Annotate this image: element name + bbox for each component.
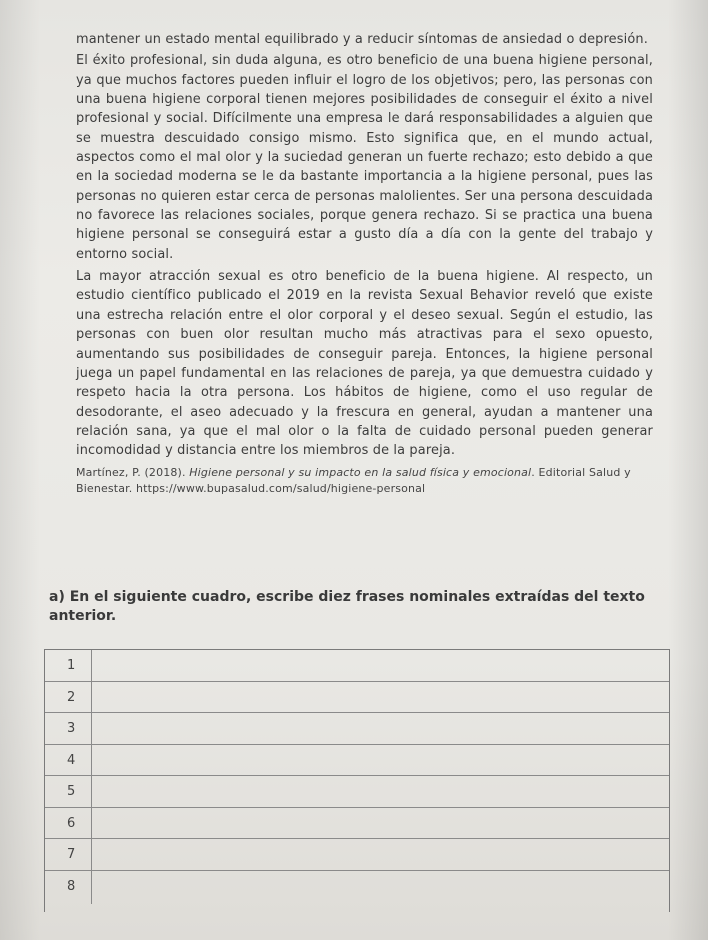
answer-cell[interactable] <box>91 745 669 776</box>
answer-cell[interactable] <box>91 808 669 839</box>
row-number: 1 <box>67 658 76 673</box>
answer-cell[interactable] <box>91 839 669 870</box>
citation <box>76 465 653 497</box>
answer-table <box>44 649 670 912</box>
citation-publisher: . Editorial Salud y Bienestar. https://www.bupasalud.com/salud/higiene-personal <box>76 465 631 495</box>
row-number: 5 <box>67 784 76 799</box>
table-row <box>45 871 669 904</box>
table-row <box>45 776 669 808</box>
row-number: 8 <box>67 878 76 894</box>
citation-title: Higiene personal y su impacto en la salud física y emocional <box>189 465 532 479</box>
citation-author: Martínez, P. (2018). <box>76 465 190 479</box>
page-shadow-left <box>0 0 40 940</box>
answer-cell[interactable] <box>91 713 669 744</box>
table-row <box>45 839 669 871</box>
table-row <box>45 745 669 777</box>
table-row <box>45 713 669 745</box>
row-number: 4 <box>67 752 76 768</box>
reading-text <box>76 30 653 501</box>
paragraph-1: mantener un estado mental equilibrado y a reducir síntomas de ansiedad o depresión. <box>76 32 648 47</box>
table-row <box>45 808 669 840</box>
table-row <box>45 650 669 682</box>
paragraph-2: El éxito profesional, sin duda alguna, es otro beneficio de una buena higiene personal, ya que muchos factores pueden influir el logro de los objetivos; pero, las personas con una buena higiene corporal tienen mejores posibilidades de conseguir el éxito a nivel profesional y social. Difícilmente una empresa le dará responsabilidades a alguien que se muestra descuidado consigo mismo. Esto significa que, en el mundo actual, aspectos como el mal olor y la suciedad generan un fuerte rechazo; esto debido a que en la sociedad moderna se le da bastante importancia a la higiene personal, pues las personas no quieren estar cerca de personas malolientes. Ser una persona descuidada no favorece las relaciones sociales, porque genera rechazo. Si se practica una buena higiene personal se conseguirá estar a gusto día a día con la gente del trabajo y entorno social. <box>76 53 653 262</box>
answer-cell[interactable] <box>91 871 669 904</box>
paragraph-3: La mayor atracción sexual es otro beneficio de la buena higiene. Al respecto, un estudio científico publicado el 2019 en la revista Sexual Behavior reveló que existe una estrecha relación entre el olor corporal y el deseo sexual. Según el estudio, las personas con buen olor resultan mucho más atractivas para el sexo opuesto, aumentando sus posibilidades de conseguir pareja. Entonces, la higiene personal juega un papel fundamental en las relaciones de pareja, ya que demuestra cuidado y respeto hacia la otra persona. Los hábitos de higiene, como el uso regular de desodorante, el aseo adecuado y la frescura en general, ayudan a mantener una relación sana, ya que el mal olor o la falta de cuidado personal pueden generar incomodidad y distancia entre los miembros de la pareja. <box>76 269 653 459</box>
table-row <box>45 682 669 714</box>
answer-cell[interactable] <box>91 682 669 713</box>
page-shadow-right <box>668 0 708 940</box>
answer-cell[interactable] <box>91 776 669 807</box>
exercise-question: a) En el siguiente cuadro, escribe diez frases nominales extraídas del texto anterior. <box>49 589 645 624</box>
row-number: 2 <box>67 689 76 705</box>
row-number: 6 <box>67 815 76 831</box>
row-number: 3 <box>67 721 76 736</box>
answer-cell[interactable] <box>91 650 669 681</box>
row-number: 7 <box>67 847 76 862</box>
